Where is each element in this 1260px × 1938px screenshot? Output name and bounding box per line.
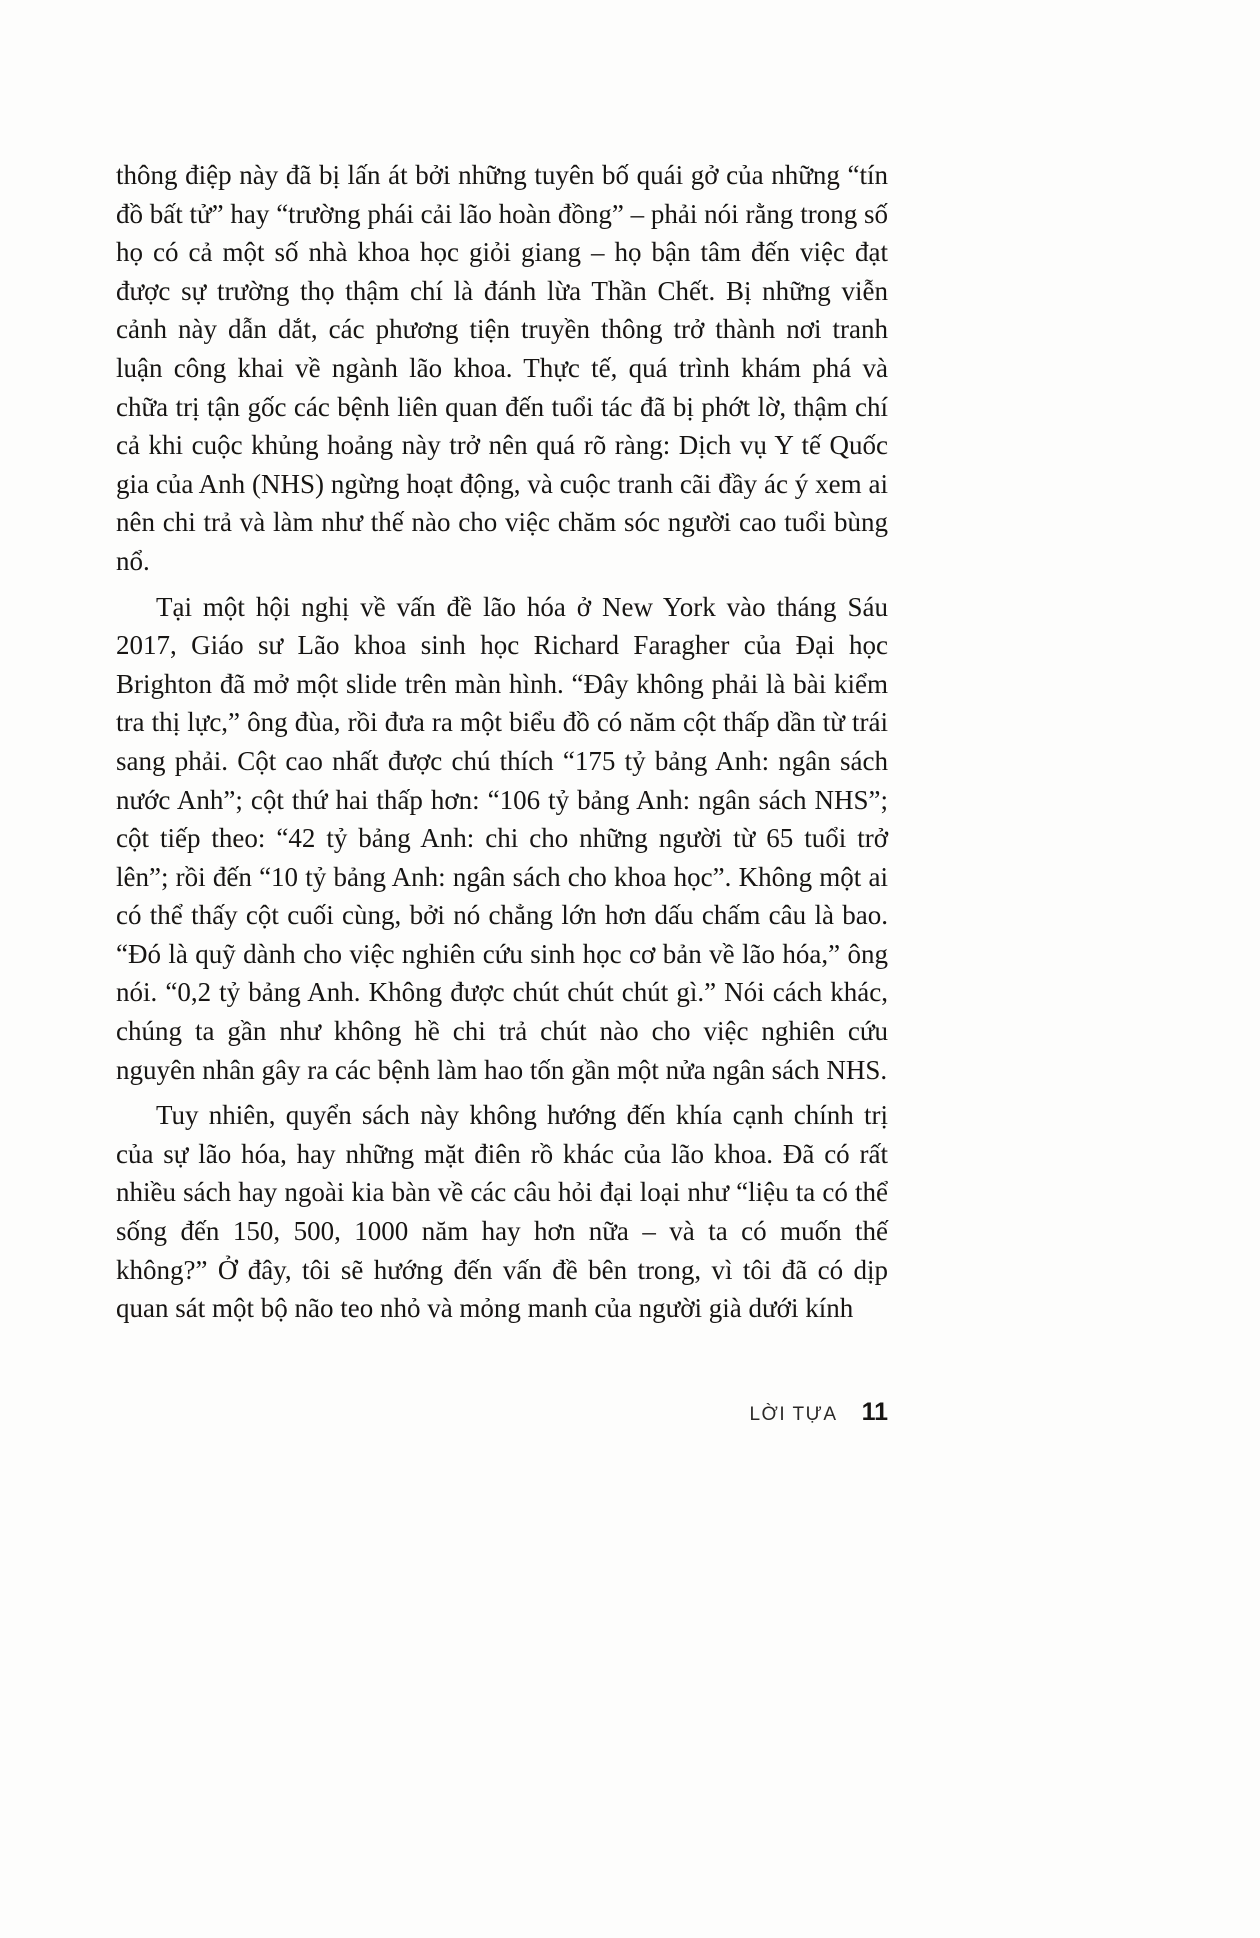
paragraph-1: thông điệp này đã bị lấn át bởi những tuyên bố quái gở của những “tín đồ bất tử” hay “trường phái cải lão hoàn đồng” – phải nói rằng trong số họ có cả một số nhà khoa học giỏi giang – họ bận tâm đến việc đạt được sự trường thọ thậm chí là đánh lừa Thần Chết. Bị những viễn cảnh này dẫn dắt, các phương tiện truyền thông trở thành nơi tranh luận công khai về ngành lão khoa. Thực tế, quá trình khám phá và chữa trị tận gốc các bệnh liên quan đến tuổi tác đã bị phớt lờ, thậm chí cả khi cuộc khủng hoảng này trở nên quá rõ ràng: Dịch vụ Y tế Quốc gia của Anh (NHS) ngừng hoạt động, và cuộc tranh cãi đầy ác ý xem ai nên chi trả và làm như thế nào cho việc chăm sóc người cao tuổi bùng nổ. — [116, 160, 888, 576]
paragraph-2: Tại một hội nghị về vấn đề lão hóa ở New York vào tháng Sáu 2017, Giáo sư Lão khoa sinh học Richard Faragher của Đại học Brighton đã mở một slide trên màn hình. “Đây không phải là bài kiểm tra thị lực,” ông đùa, rồi đưa ra một biểu đồ có năm cột thấp dần từ trái sang phải. Cột cao nhất được chú thích “175 tỷ bảng Anh: ngân sách nước Anh”; cột thứ hai thấp hơn: “106 tỷ bảng Anh: ngân sách NHS”; cột tiếp theo: “42 tỷ bảng Anh: chi cho những người từ 65 tuổi trở lên”; rồi đến “10 tỷ bảng Anh: ngân sách cho khoa học”. Không một ai có thể thấy cột cuối cùng, bởi nó chẳng lớn hơn dấu chấm câu là bao. “Đó là quỹ dành cho việc nghiên cứu sinh học cơ bản về lão hóa,” ông nói. “0,2 tỷ bảng Anh. Không được chút chút chút gì.” Nói cách khác, chúng ta gần như không hề chi trả chút nào cho việc nghiên cứu nguyên nhân gây ra các bệnh làm hao tốn gần một nửa ngân sách NHS. — [116, 591, 888, 1085]
page-number: 11 — [861, 1398, 888, 1426]
paragraph-3: Tuy nhiên, quyển sách này không hướng đến khía cạnh chính trị của sự lão hóa, hay những mặt điên rồ khác của lão khoa. Đã có rất nhiều sách hay ngoài kia bàn về các câu hỏi đại loại như “liệu ta có thể sống đến 150, 500, 1000 năm hay hơn nữa – và ta có muốn thế không?” Ở đây, tôi sẽ hướng đến vấn đề bên trong, vì tôi đã có dịp quan sát một bộ não teo nhỏ và mỏng manh của người già dưới kính — [116, 1100, 888, 1324]
body-text-block — [116, 156, 888, 1328]
section-label: LỜI TỰA — [749, 1404, 838, 1425]
page-footer — [116, 1398, 888, 1427]
